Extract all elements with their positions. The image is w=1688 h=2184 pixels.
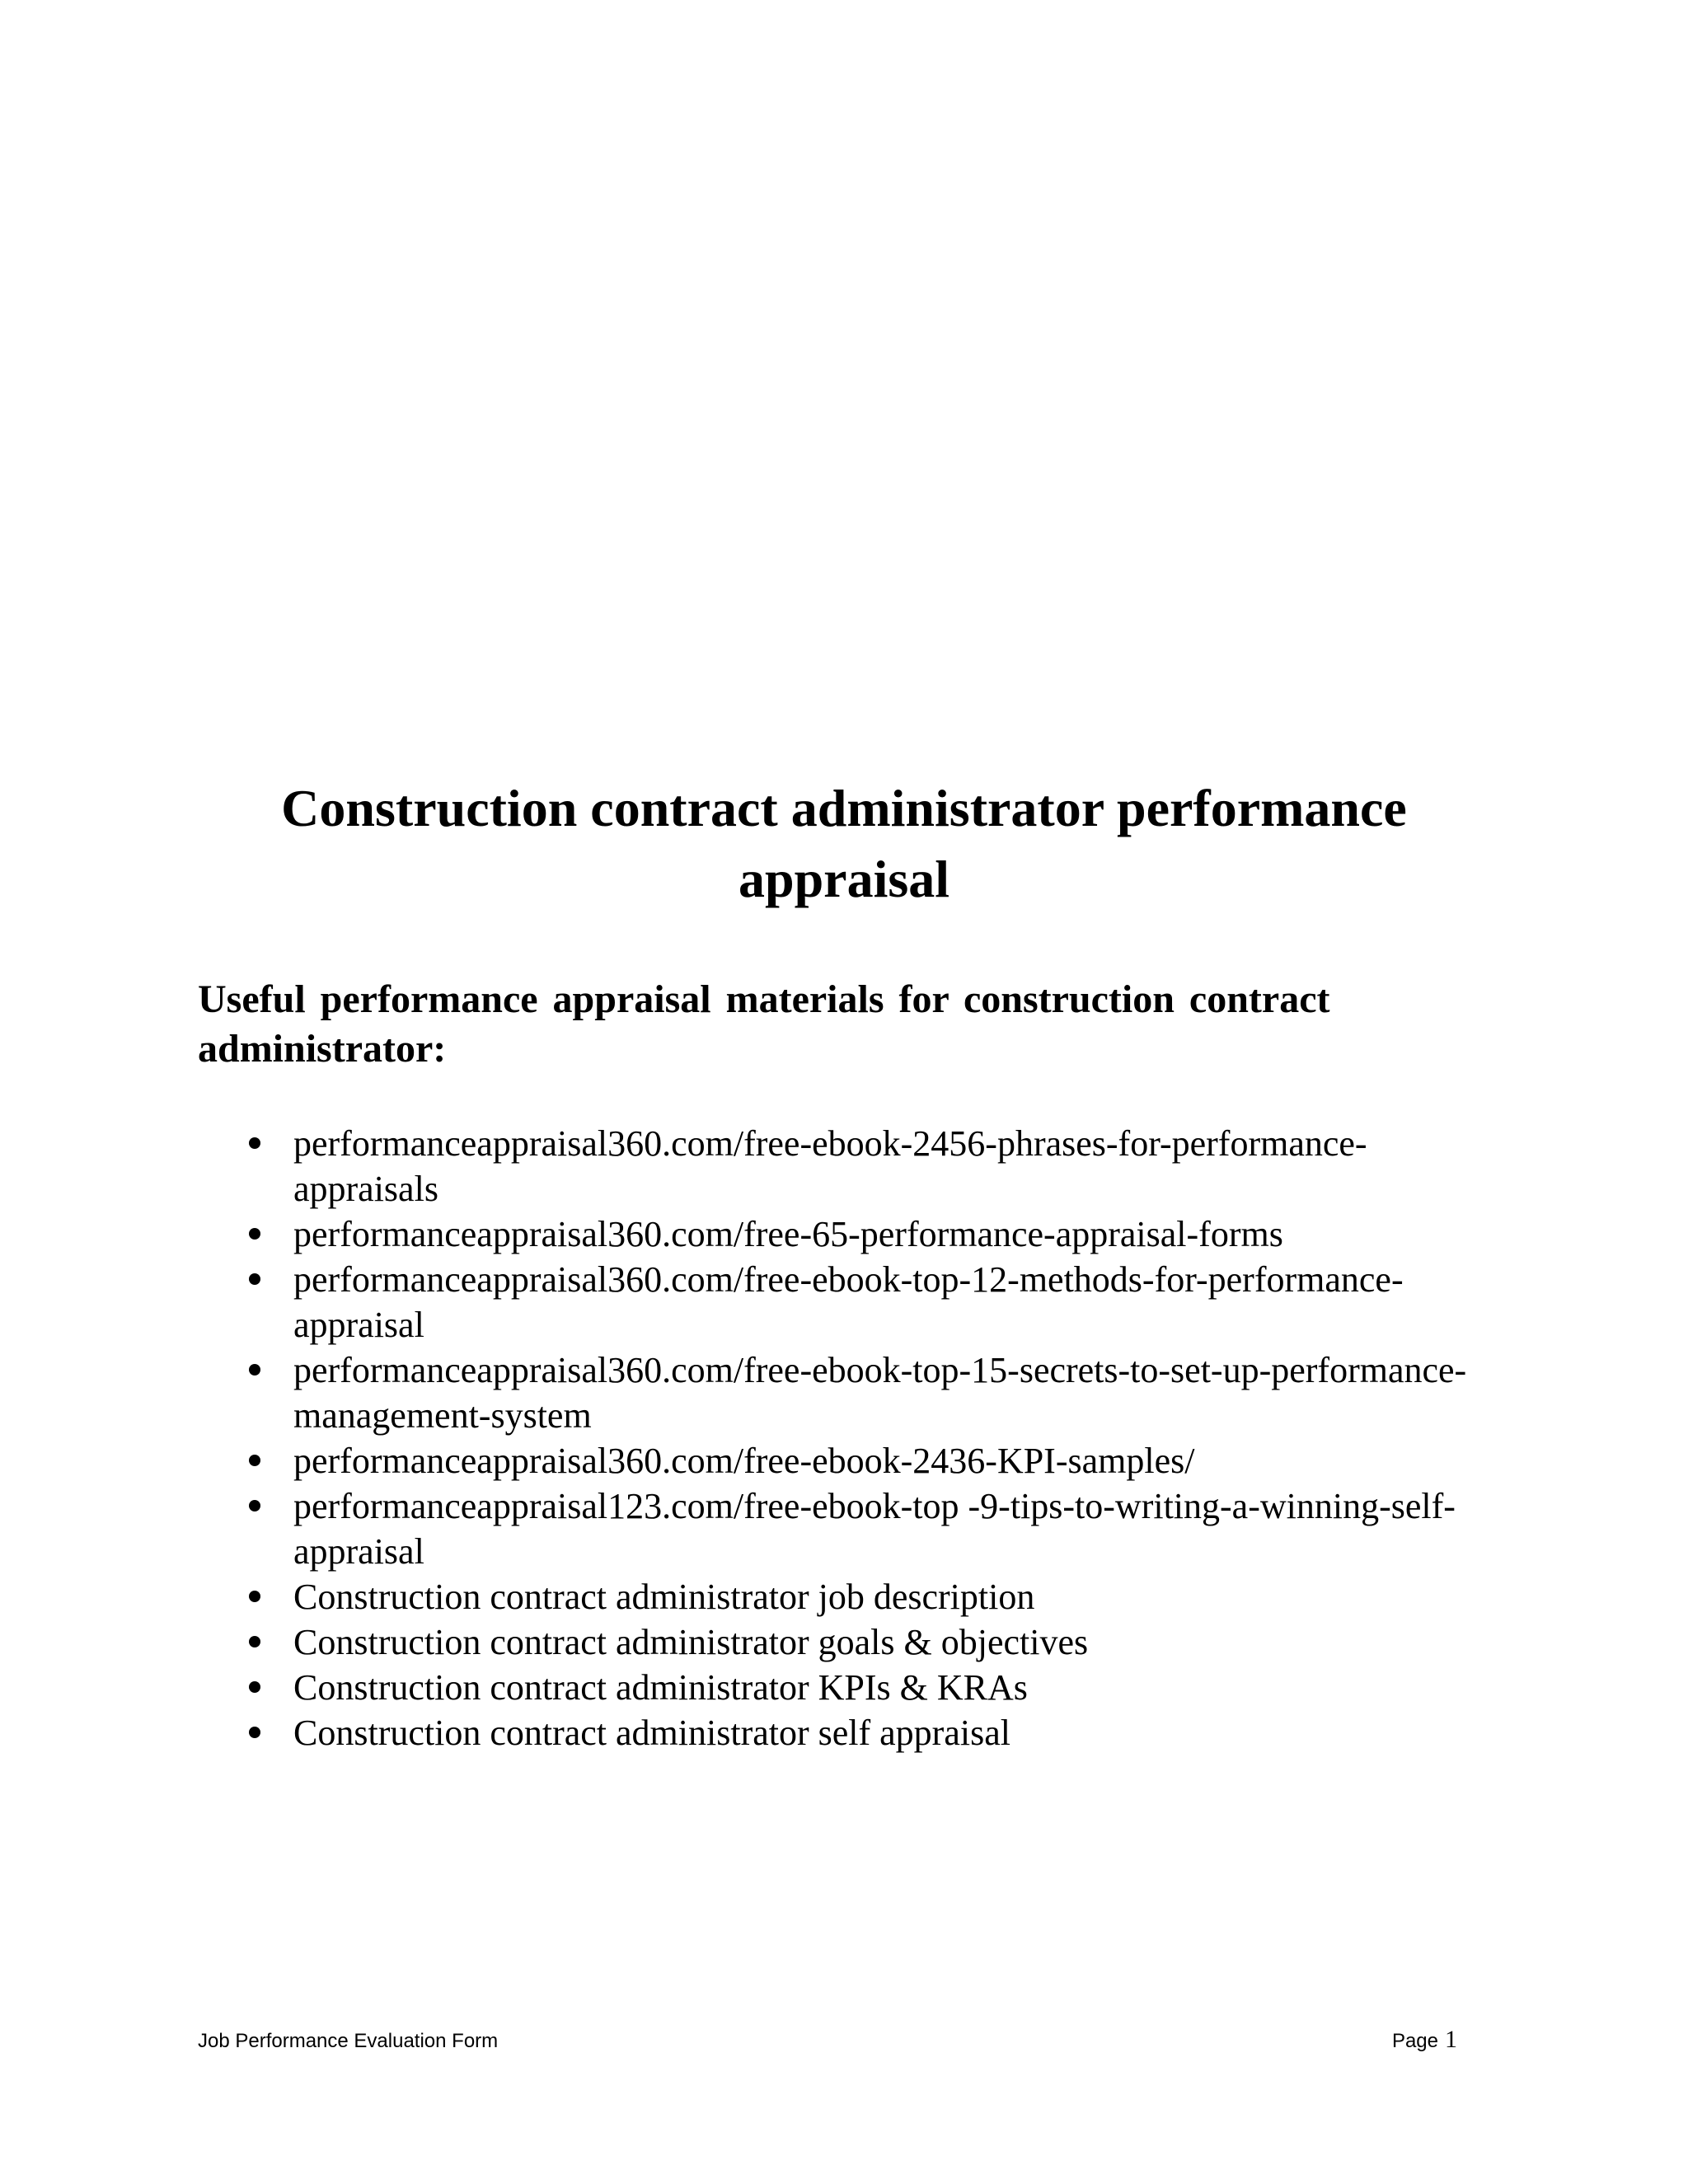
materials-list	[293, 1121, 1480, 1755]
list-item-text: performanceappraisal360.com/free-ebook-2436-KPI-samples/	[293, 1441, 1195, 1481]
list-item[interactable]	[293, 1121, 1480, 1212]
footer-form-name: Job Performance Evaluation Form	[198, 2030, 499, 2052]
bullet-icon	[249, 1500, 260, 1511]
list-item[interactable]	[293, 1483, 1480, 1574]
bullet-icon	[249, 1681, 260, 1693]
list-item-text: performanceappraisal360.com/free-65-performance-appraisal-forms	[293, 1214, 1283, 1254]
list-item[interactable]	[293, 1574, 1480, 1619]
list-item-text: performanceappraisal360.com/free-ebook-top-12-methods-for-performance-appraisal	[293, 1259, 1404, 1345]
list-item[interactable]	[293, 1347, 1480, 1438]
bullet-icon	[249, 1364, 260, 1376]
bullet-icon	[249, 1273, 260, 1285]
list-item-text: Construction contract administrator job description	[293, 1577, 1035, 1617]
bullet-icon	[249, 1137, 260, 1149]
page-number: 1	[1445, 2026, 1457, 2053]
page-title: Construction contract administrator performance appraisal	[281, 779, 1407, 908]
page-number-footer	[1392, 2026, 1457, 2055]
bullet-icon	[249, 1455, 260, 1466]
list-item[interactable]	[293, 1619, 1480, 1665]
bullet-icon	[249, 1636, 260, 1647]
list-item[interactable]	[293, 1710, 1480, 1755]
list-item[interactable]	[293, 1257, 1480, 1347]
list-item[interactable]	[293, 1212, 1480, 1257]
page-label: Page	[1391, 2030, 1438, 2052]
list-item-text: Construction contract administrator goals & objectives	[293, 1622, 1089, 1662]
section-heading: Useful performance appraisal materials for construction contract administrator:	[198, 977, 1330, 1071]
list-item[interactable]	[293, 1665, 1480, 1710]
bullet-icon	[249, 1727, 260, 1738]
list-item-text: Construction contract administrator self appraisal	[293, 1713, 1010, 1753]
list-item-text: Construction contract administrator KPIs & KRAs	[293, 1667, 1028, 1708]
bullet-icon	[249, 1591, 260, 1602]
list-item-text: performanceappraisal123.com/free-ebook-top -9-tips-to-writing-a-winning-self-appraisal	[293, 1486, 1456, 1572]
list-item-text: performanceappraisal360.com/free-ebook-top-15-secrets-to-set-up-performance-management-system	[293, 1350, 1467, 1436]
list-item[interactable]	[293, 1438, 1480, 1483]
list-item-text: performanceappraisal360.com/free-ebook-2456-phrases-for-performance-appraisals	[293, 1123, 1367, 1209]
bullet-icon	[249, 1228, 260, 1240]
